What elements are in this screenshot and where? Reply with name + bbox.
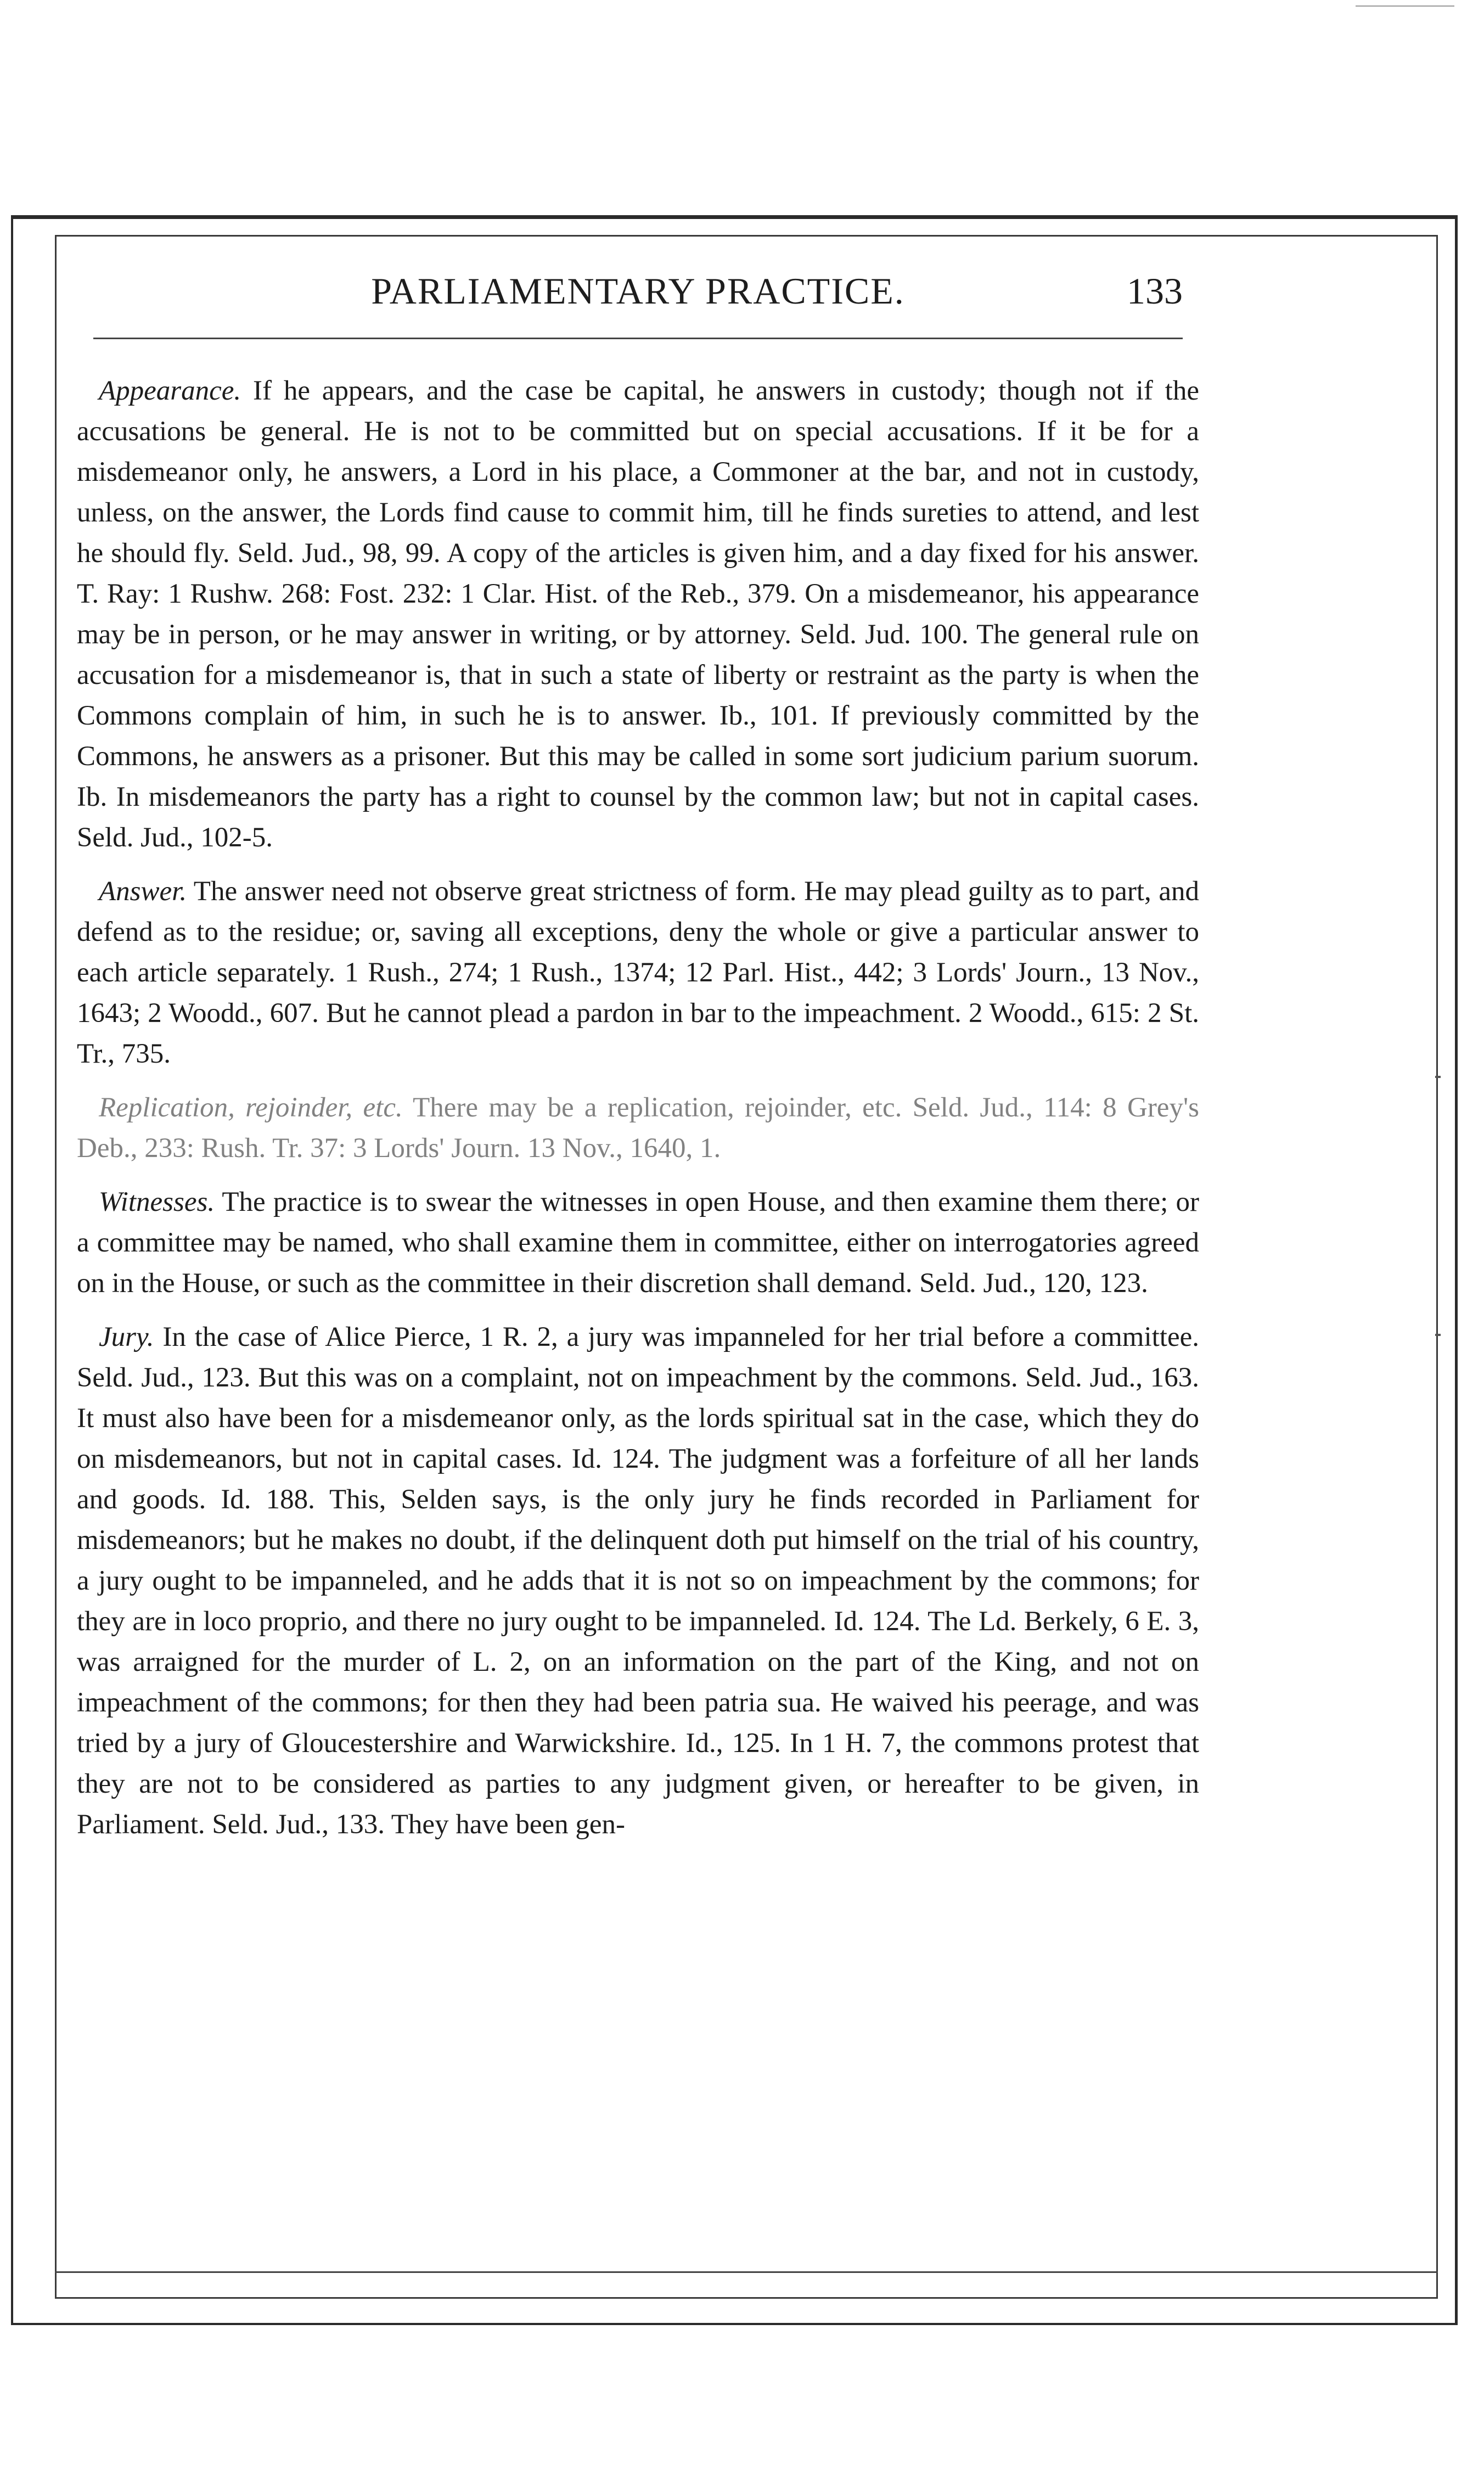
paragraph-lead: Appearance. [99,375,241,406]
header-rule [93,338,1183,339]
paragraph-lead: Answer. [99,876,187,907]
page-number: 133 [1127,270,1183,312]
running-title: PARLIAMENTARY PRACTICE. [371,270,905,312]
paragraph-text: There may be a replication, rejoinder, etc. Seld. Jud., 114: 8 Grey's Deb., 233: Rush. Tr. 37: 3 Lords' Journ. 13 Nov., 1640, 1. [77,1092,1199,1164]
paragraph-answer [77,871,1199,1074]
paragraph-jury [77,1317,1199,1845]
paragraph-lead: Witnesses. [99,1187,215,1217]
paragraph-text: The answer need not observe great strictness of form. He may plead guilty as to part, and defend as to the residue; or, saving all exceptions, deny the whole or give a particular answer to each article separately. 1 Rush., 274; 1 Rush., 1374; 12 Parl. Hist., 442; 3 Lords' Journ., 13 Nov., 1643; 2 Woodd., 607. But he cannot plead a pardon in bar to the impeachment. 2 Woodd., 615: 2 St. Tr., 735. [77,876,1199,1069]
paragraph-lead: Jury. [99,1322,154,1352]
paragraph-appearance [77,370,1199,858]
paragraph-replication [77,1087,1199,1169]
body-text [77,370,1199,1845]
paragraph-lead: Replication, rejoinder, etc. [99,1092,403,1123]
margin-tick-mark [1435,1334,1441,1336]
margin-tick-mark [1435,1076,1441,1078]
footer-rule [55,2271,1438,2273]
paragraph-text: In the case of Alice Pierce, 1 R. 2, a jury was impanneled for her trial before a committee. Seld. Jud., 123. But this was on a complaint, not on impeachment by the commons. Seld. Jud., 163. It must also have been for a misdemeanor only, as the lords spiritual sat in the case, which they do on misdemeanors, but not in capital cases. Id. 124. The judgment was a forfeiture of all her lands and goods. Id. 188. This, Selden says, is the only jury he finds recorded in Parliament for misdemeanors; but he makes no doubt, if the delinquent doth put himself on the trial of his country, a jury ought to be impanneled, and he adds that it is not so on impeachment by the commons; for they are in loco proprio, and there no jury ought to be impanneled. Id. 124. The Ld. Berkely, 6 E. 3, was arraigned for the murder of L. 2, on an information on the part of the King, and not on impeachment of the commons; for then they had been patria sua. He waived his peerage, and was tried by a jury of Gloucestershire and Warwickshire. Id., 125. In 1 H. 7, the commons protest that they are not to be considered as parties to any judgment given, or hereafter to be given, in Parliament. Seld. Jud., 133. They have been gen- [77,1322,1199,1840]
corner-scan-mark [1356,5,1454,7]
paragraph-witnesses [77,1182,1199,1304]
page-header [93,263,1183,324]
paragraph-text: The practice is to swear the witnesses in open House, and then examine them there; or a committee may be named, who shall examine them in committee, either on interrogatories agreed on in the House, or such as the committee in their discretion shall demand. Seld. Jud., 120, 123. [77,1187,1199,1299]
paragraph-text: If he appears, and the case be capital, he answers in custody; though not if the accusations be general. He is not to be committed but on special accusations. If it be for a misdemeanor only, he answers, a Lord in his place, a Commoner at the bar, and not in custody, unless, on the answer, the Lords find cause to commit him, till he finds sureties to attend, and lest he should fly. Seld. Jud., 98, 99. A copy of the articles is given him, and a day fixed for his answer. T. Ray: 1 Rushw. 268: Fost. 232: 1 Clar. Hist. of the Reb., 379. On a misdemeanor, his appearance may be in person, or he may answer in writing, or by attorney. Seld. Jud. 100. The general rule on accusation for a misdemeanor is, that in such a state of liberty or restraint as the party is when the Commons complain of him, in such he is to answer. Ib., 101. If previously committed by the Commons, he answers as a prisoner. But this may be called in some sort judicium parium suorum. Ib. In misdemeanors the party has a right to counsel by the common law; but not in capital cases. Seld. Jud., 102-5. [77,375,1199,853]
